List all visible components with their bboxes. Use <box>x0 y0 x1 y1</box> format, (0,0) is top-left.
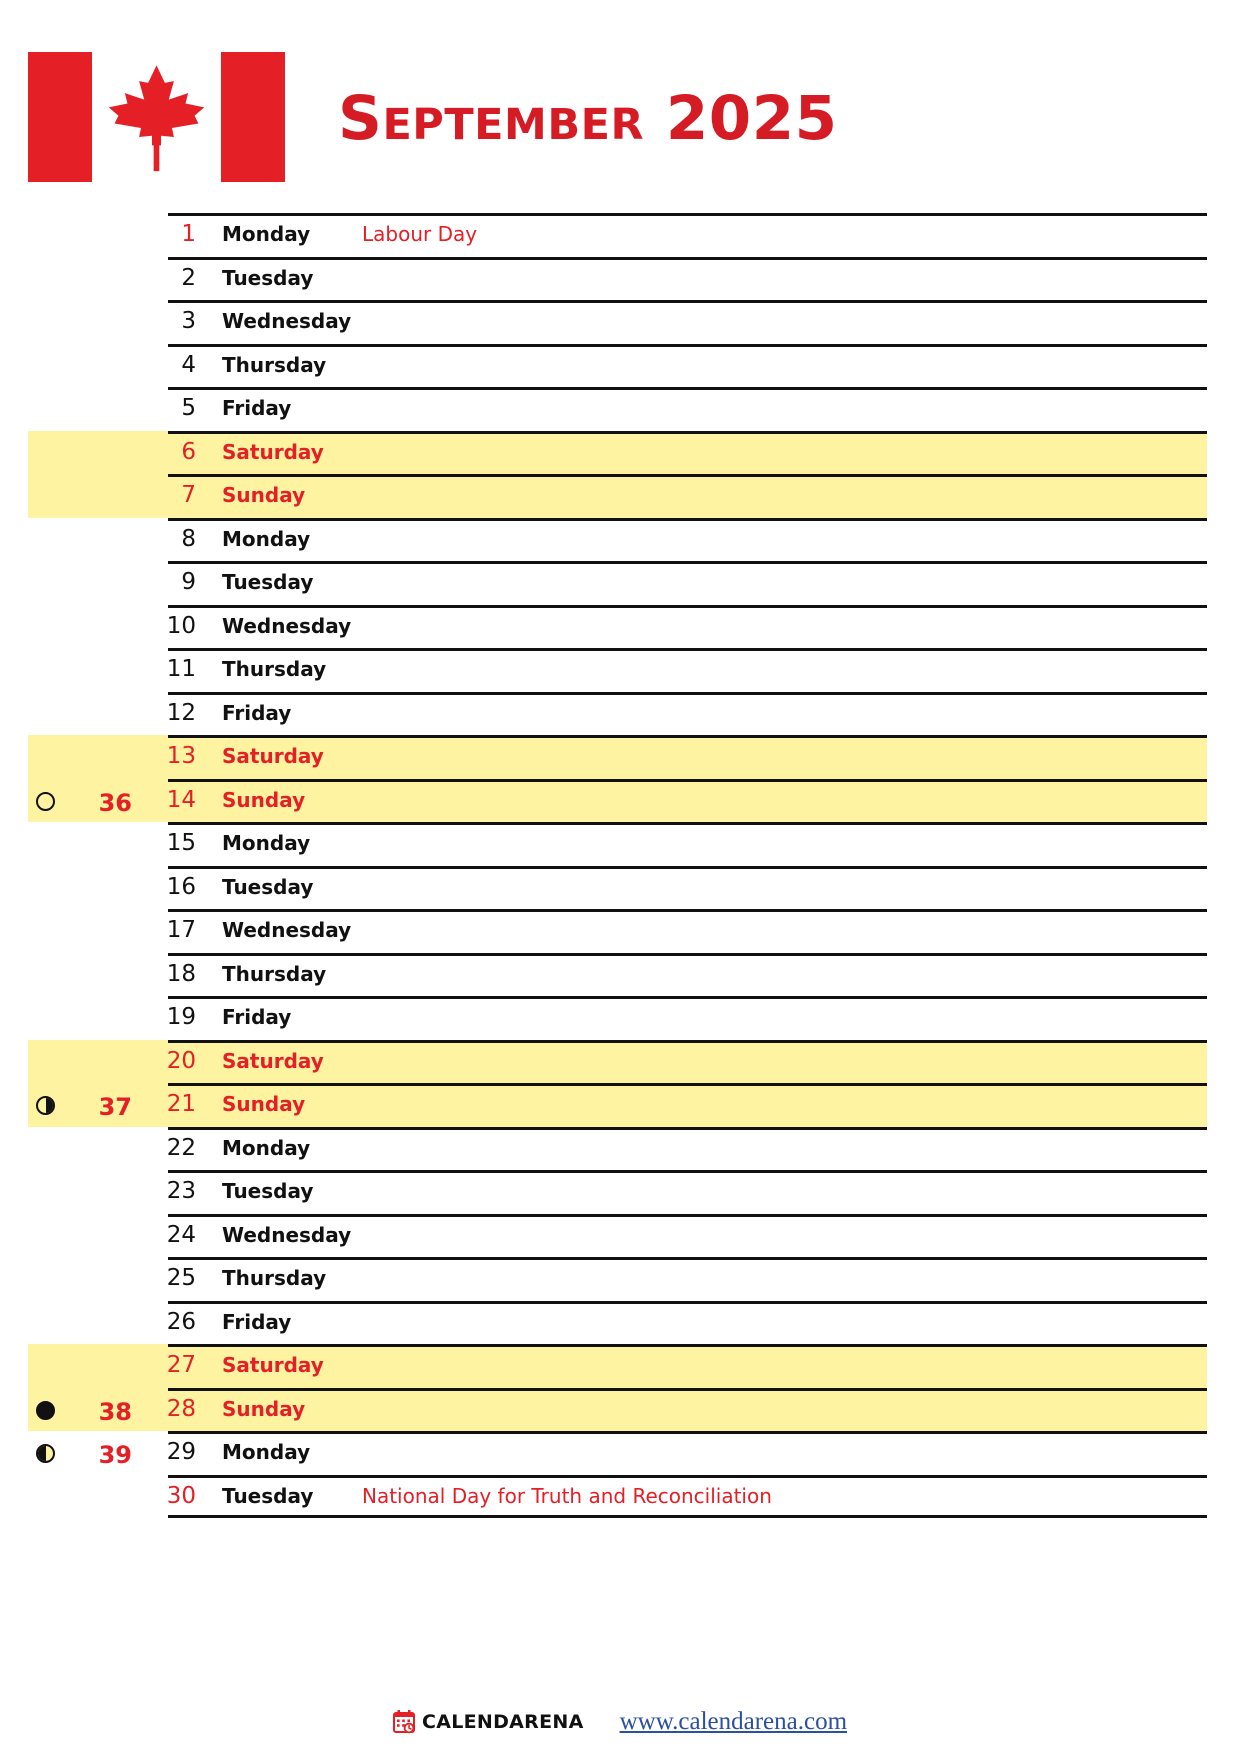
calendar-day-row[interactable] <box>0 344 1240 388</box>
day-name: Thursday <box>222 1266 327 1290</box>
calendar-day-row[interactable] <box>0 1344 1240 1388</box>
day-number: 20 <box>166 1047 196 1074</box>
flag-band-right <box>221 52 285 182</box>
day-row-background <box>168 825 1207 866</box>
calendar-day-row[interactable] <box>0 1214 1240 1258</box>
week-number: 39 <box>98 1441 132 1469</box>
calendar-day-row[interactable] <box>0 1040 1240 1084</box>
day-name: Wednesday <box>222 613 352 638</box>
day-row-background <box>168 1347 1207 1388</box>
day-row-background <box>168 1130 1207 1171</box>
calendar-day-row[interactable] <box>0 257 1240 301</box>
day-row-background <box>168 1086 1207 1127</box>
day-row-background <box>168 521 1207 562</box>
calendar-day-row[interactable] <box>0 1475 1240 1519</box>
day-name: Tuesday <box>222 874 314 899</box>
day-name: Monday <box>222 1135 311 1160</box>
day-number: 17 <box>166 917 196 943</box>
day-name: Sunday <box>222 1396 306 1421</box>
calendar-day-row[interactable] <box>0 213 1240 257</box>
day-number: 27 <box>166 1352 196 1378</box>
day-number: 10 <box>166 612 196 639</box>
calendar-day-row[interactable] <box>0 735 1240 779</box>
calendar-day-row[interactable] <box>0 692 1240 736</box>
day-number: 3 <box>181 308 196 334</box>
day-row-background <box>168 1043 1207 1084</box>
maple-leaf-icon <box>92 52 221 182</box>
calendar-day-row[interactable] <box>0 779 1240 823</box>
calendar-day-row[interactable] <box>0 909 1240 953</box>
day-number: 16 <box>166 873 196 900</box>
brand-name: CALENDARENA <box>421 1711 584 1733</box>
day-name: Friday <box>222 1005 292 1029</box>
day-name: Thursday <box>222 352 327 377</box>
page-footer <box>0 1700 1240 1744</box>
calendar-day-row[interactable] <box>0 1388 1240 1432</box>
calendar-day-row[interactable] <box>0 474 1240 518</box>
day-number: 26 <box>166 1308 196 1335</box>
calendar-day-row[interactable] <box>0 1301 1240 1345</box>
day-event-label: Labour Day <box>362 222 478 246</box>
site-url-link[interactable]: www.calendarena.com <box>619 1708 848 1735</box>
day-number: 8 <box>181 525 196 552</box>
day-name: Tuesday <box>222 1483 314 1508</box>
day-name: Saturday <box>222 1048 324 1073</box>
day-row-background <box>168 1391 1207 1432</box>
day-name: Tuesday <box>222 570 314 594</box>
day-row-background <box>168 260 1207 301</box>
day-name: Sunday <box>222 483 306 507</box>
day-number: 23 <box>166 1178 196 1204</box>
day-name: Wednesday <box>222 1222 352 1247</box>
day-row-background <box>168 390 1207 431</box>
calendar-day-row[interactable] <box>0 431 1240 475</box>
day-number: 9 <box>181 569 196 595</box>
day-number: 13 <box>166 743 196 769</box>
week-number: 36 <box>98 788 132 817</box>
day-name: Sunday <box>222 1092 306 1116</box>
calendar-day-row[interactable] <box>0 822 1240 866</box>
day-row-background <box>168 564 1207 605</box>
flag-band-left <box>28 52 92 182</box>
day-number: 6 <box>181 438 196 465</box>
day-number: 11 <box>166 656 196 682</box>
day-number: 29 <box>166 1439 196 1465</box>
day-number: 18 <box>166 960 196 987</box>
day-number: 12 <box>166 699 196 726</box>
calendar-day-row[interactable] <box>0 561 1240 605</box>
day-number: 14 <box>166 786 196 813</box>
day-number: 24 <box>166 1221 196 1248</box>
calendar-day-row[interactable] <box>0 996 1240 1040</box>
page-title: September 2025 <box>338 83 838 154</box>
day-name: Sunday <box>222 787 306 812</box>
day-number: 4 <box>181 351 196 378</box>
day-row-background <box>168 1304 1207 1345</box>
new-moon-icon <box>36 792 55 811</box>
day-number: 5 <box>181 395 196 421</box>
day-number: 15 <box>166 830 196 856</box>
day-name: Monday <box>222 222 311 246</box>
calendar-day-row[interactable] <box>0 1127 1240 1171</box>
day-name: Tuesday <box>222 265 314 290</box>
calendar-day-row[interactable] <box>0 953 1240 997</box>
day-name: Saturday <box>222 744 324 768</box>
day-event-label: National Day for Truth and Reconciliation <box>362 1483 772 1508</box>
calendar-week <box>0 1127 1240 1432</box>
day-row-background <box>168 1434 1207 1475</box>
day-name: Tuesday <box>222 1179 314 1203</box>
full-moon-icon <box>36 1401 55 1420</box>
page-header <box>0 0 1240 210</box>
calendar-day-row[interactable] <box>0 1257 1240 1301</box>
calendar-week <box>0 1431 1240 1518</box>
day-number: 1 <box>181 221 196 247</box>
day-name: Wednesday <box>222 918 352 942</box>
day-row-background <box>168 216 1207 257</box>
day-name: Thursday <box>222 657 327 681</box>
day-name: Friday <box>222 396 292 420</box>
first-quarter-moon-icon <box>36 1444 55 1463</box>
brand <box>393 1710 584 1734</box>
day-number: 19 <box>166 1004 196 1030</box>
day-name: Friday <box>222 700 292 725</box>
day-number: 25 <box>166 1265 196 1291</box>
day-number: 21 <box>166 1091 196 1117</box>
calendar-day-row[interactable] <box>0 518 1240 562</box>
day-name: Saturday <box>222 1353 324 1377</box>
day-name: Friday <box>222 1309 292 1334</box>
calendar-week <box>0 213 1240 518</box>
week-number: 37 <box>98 1093 132 1121</box>
calendar-week <box>0 822 1240 1127</box>
calendar-body <box>0 213 1240 1518</box>
day-number: 30 <box>166 1482 196 1509</box>
day-row-background <box>168 738 1207 779</box>
day-row-background <box>168 782 1207 823</box>
calendar-day-row[interactable] <box>0 1083 1240 1127</box>
day-number: 22 <box>166 1134 196 1161</box>
day-name: Wednesday <box>222 309 352 333</box>
week-number: 38 <box>98 1397 132 1426</box>
day-row-background <box>168 1173 1207 1214</box>
day-number: 28 <box>166 1395 196 1422</box>
calendar-week <box>0 518 1240 823</box>
day-name: Monday <box>222 526 311 551</box>
calendar-day-row[interactable] <box>0 1170 1240 1214</box>
day-name: Saturday <box>222 439 324 464</box>
day-number: 7 <box>181 482 196 508</box>
day-row-background <box>168 869 1207 910</box>
last-quarter-moon-icon <box>36 1096 55 1115</box>
calendar-day-row[interactable] <box>0 605 1240 649</box>
calendar-logo-icon <box>393 1710 415 1734</box>
day-row-background <box>168 999 1207 1040</box>
day-name: Monday <box>222 831 311 855</box>
day-row-background <box>168 695 1207 736</box>
calendar-day-row[interactable] <box>0 300 1240 344</box>
calendar-day-row[interactable] <box>0 387 1240 431</box>
calendar-day-row[interactable] <box>0 866 1240 910</box>
day-name: Monday <box>222 1440 311 1464</box>
canada-flag-icon <box>28 52 285 182</box>
calendar-day-row[interactable] <box>0 1431 1240 1475</box>
day-row-background <box>168 477 1207 518</box>
day-name: Thursday <box>222 961 327 986</box>
day-row-background <box>168 434 1207 475</box>
day-number: 2 <box>181 264 196 291</box>
calendar-day-row[interactable] <box>0 648 1240 692</box>
